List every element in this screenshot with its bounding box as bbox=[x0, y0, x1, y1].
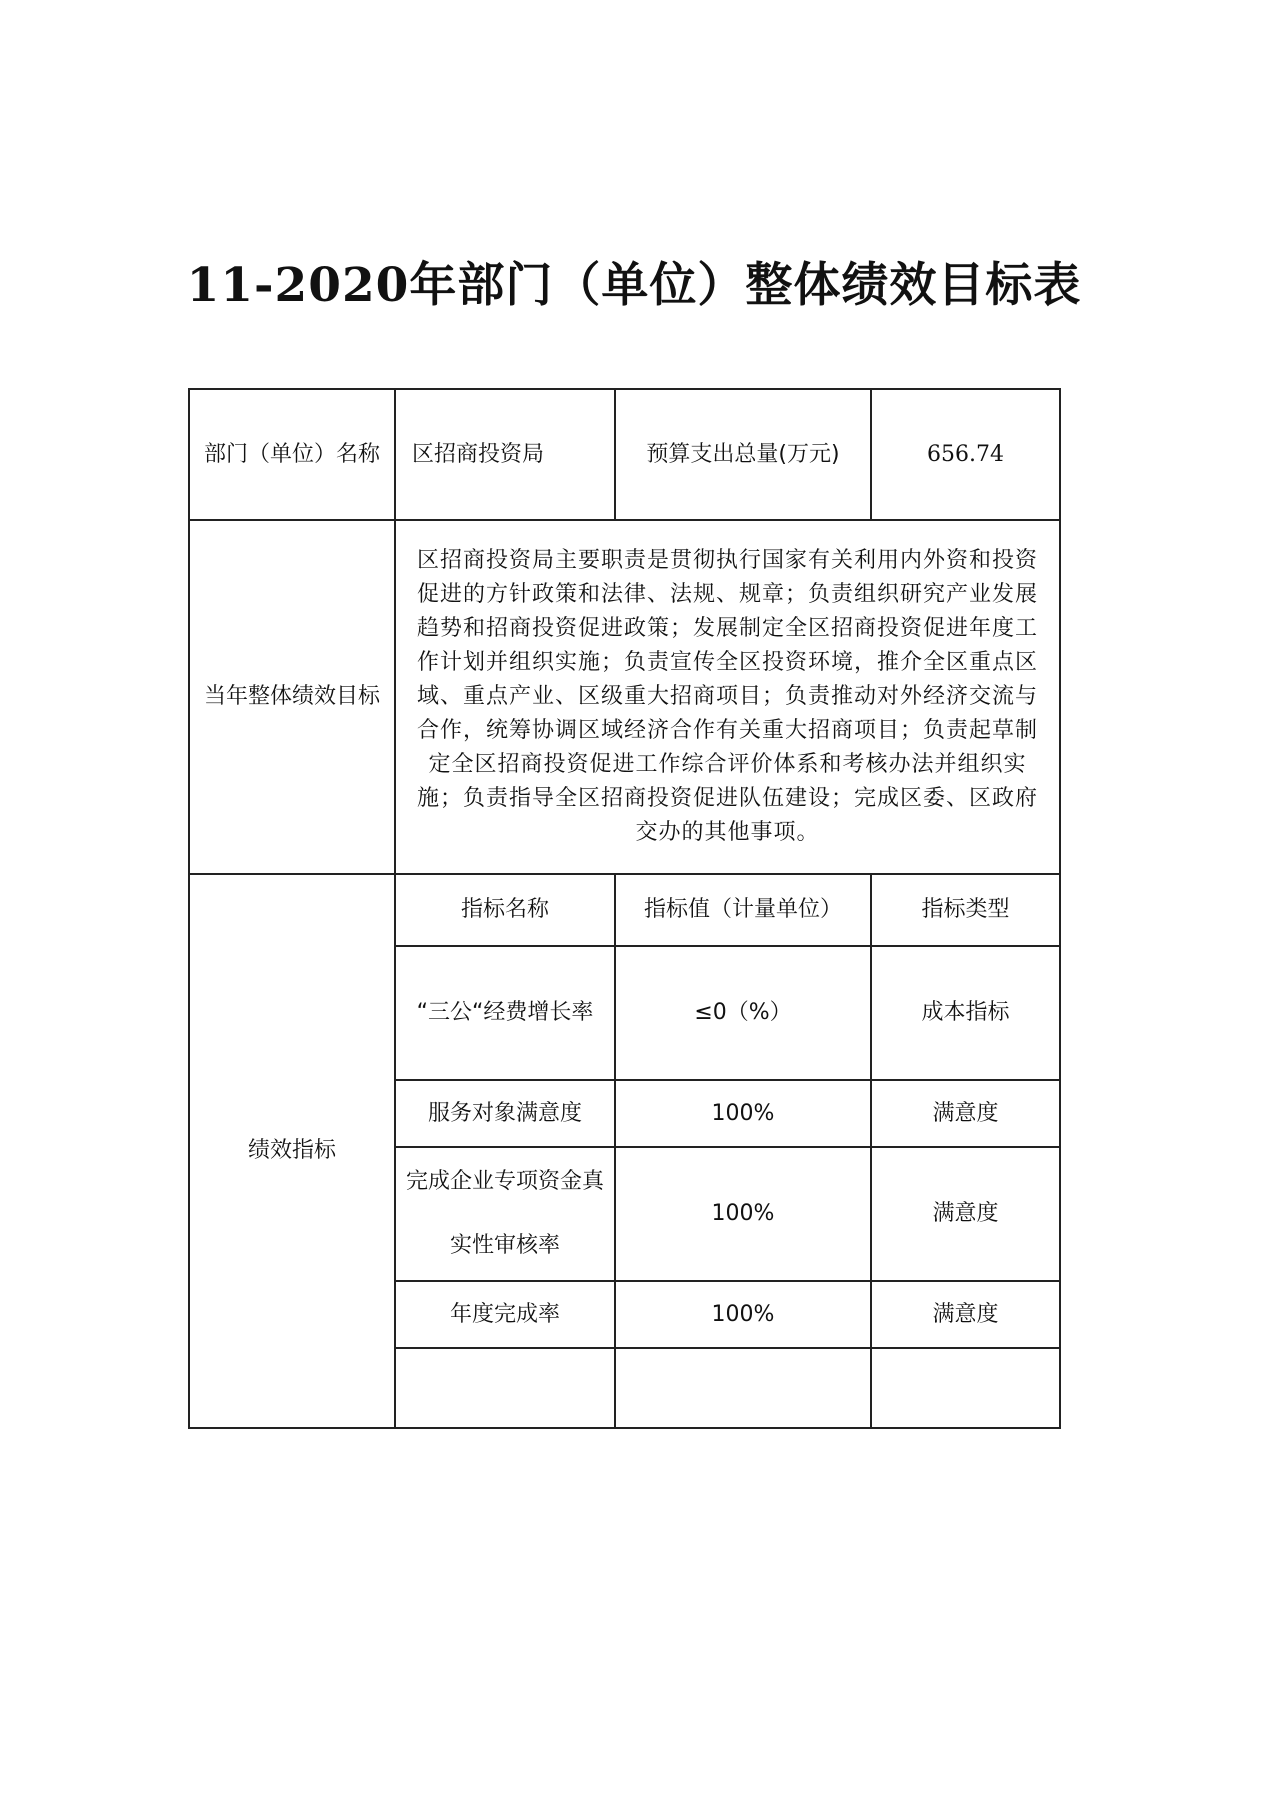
indicator-name-cell: 服务对象满意度 bbox=[395, 1080, 615, 1147]
indicator-value-cell: 100% bbox=[615, 1147, 871, 1281]
indicator-value-cell: 100% bbox=[615, 1281, 871, 1348]
indicator-name-cell: “三公“经费增长率 bbox=[395, 946, 615, 1080]
indicator-name-cell: 完成企业专项资金真实性审核率 bbox=[395, 1147, 615, 1281]
header-type: 指标类型 bbox=[871, 874, 1060, 946]
indicator-label-cell: 绩效指标 bbox=[189, 874, 395, 1428]
budget-label-cell: 预算支出总量(万元) bbox=[615, 389, 871, 520]
indicator-name-cell bbox=[395, 1348, 615, 1428]
indicator-value-cell: ≤0（%） bbox=[615, 946, 871, 1080]
performance-table bbox=[188, 388, 1061, 1429]
header-name: 指标名称 bbox=[395, 874, 615, 946]
indicator-type-cell bbox=[871, 1348, 1060, 1428]
document-title: 11-2020年部门（单位）整体绩效目标表 bbox=[186, 258, 1082, 313]
dept-label-cell: 部门（单位）名称 bbox=[189, 389, 395, 520]
table-header-row bbox=[189, 874, 1060, 946]
dept-name-cell: 区招商投资局 bbox=[395, 389, 615, 520]
indicator-value-cell bbox=[615, 1348, 871, 1428]
header-value: 指标值（计量单位） bbox=[615, 874, 871, 946]
indicator-value-cell: 100% bbox=[615, 1080, 871, 1147]
table-row bbox=[189, 520, 1060, 874]
goal-label-cell: 当年整体绩效目标 bbox=[189, 520, 395, 874]
indicator-type-cell: 满意度 bbox=[871, 1080, 1060, 1147]
indicator-type-cell: 满意度 bbox=[871, 1281, 1060, 1348]
indicator-name-cell: 年度完成率 bbox=[395, 1281, 615, 1348]
table-row bbox=[189, 389, 1060, 520]
goal-text-cell: 区招商投资局主要职责是贯彻执行国家有关利用内外资和投资促进的方针政策和法律、法规、规章；负责组织研究产业发展趋势和招商投资促进政策；发展制定全区招商投资促进年度工作计划并组织实施；负责宣传全区投资环境，推介全区重点区域、重点产业、区级重大招商项目；负责推动对外经济交流与合作，统筹协调区域经济合作有关重大招商项目；负责起草制定全区招商投资促进工作综合评价体系和考核办法并组织实施；负责指导全区招商投资促进队伍建设；完成区委、区政府交办的其他事项。 bbox=[395, 520, 1060, 874]
indicator-type-cell: 成本指标 bbox=[871, 946, 1060, 1080]
budget-value-cell: 656.74 bbox=[871, 389, 1060, 520]
indicator-type-cell: 满意度 bbox=[871, 1147, 1060, 1281]
